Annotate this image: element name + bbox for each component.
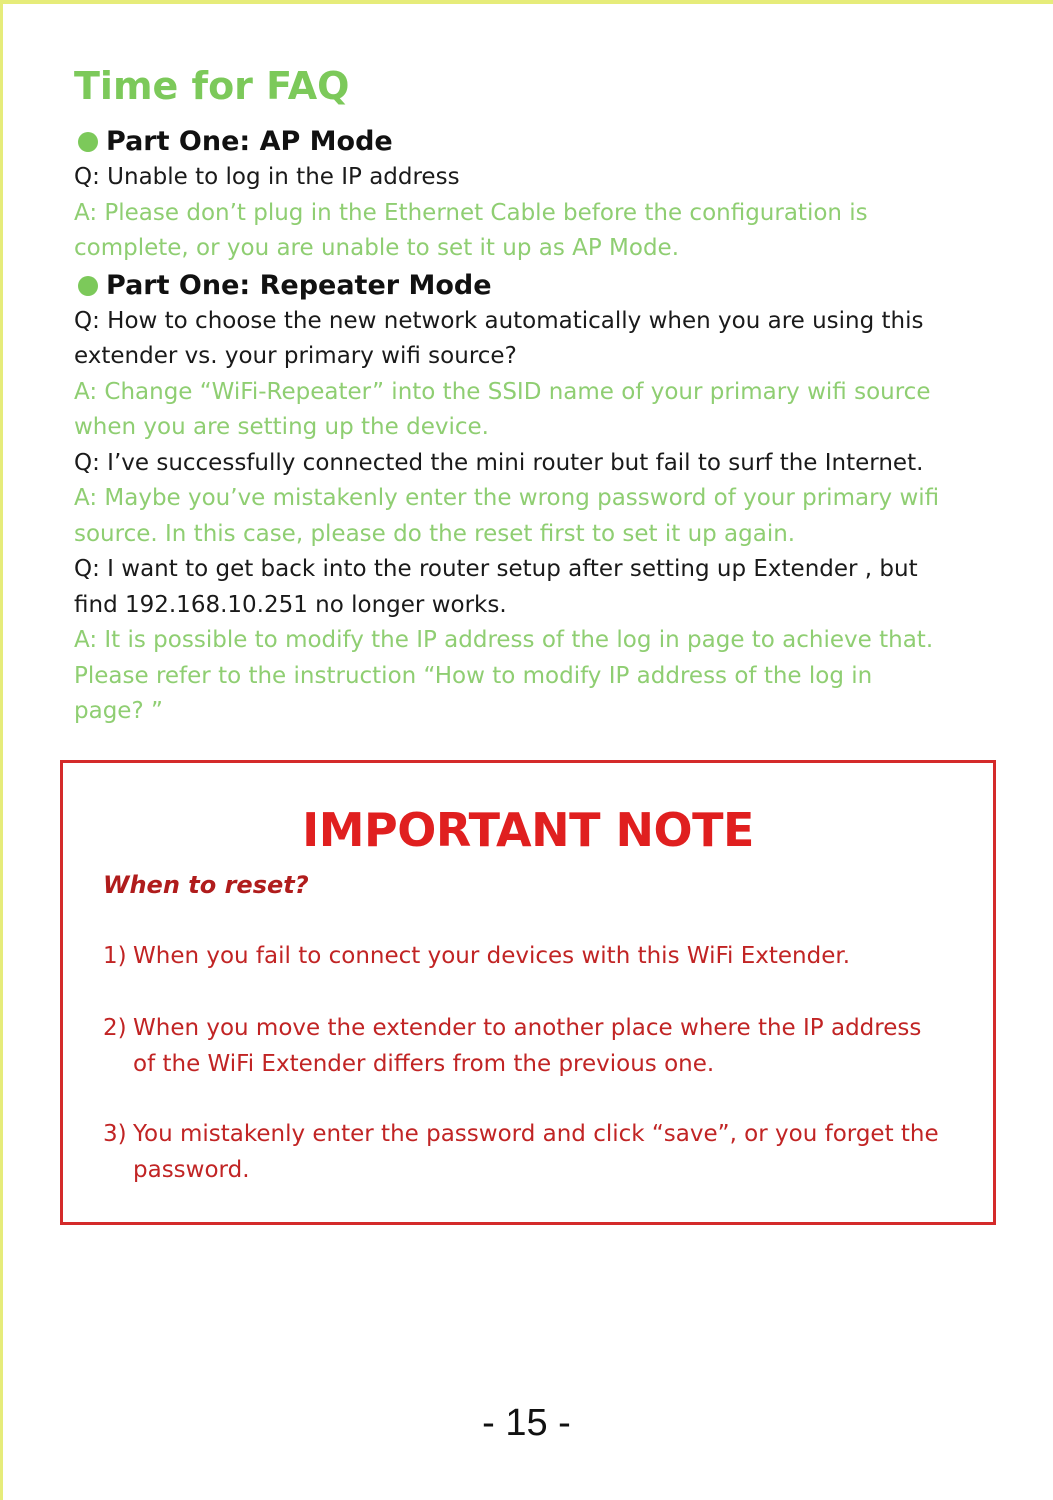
question-text: Q: I’ve successfully connected the mini router but fail to surf the Internet.: [74, 449, 924, 476]
faq-section: [74, 58, 974, 730]
note-item-number: 3): [103, 1121, 127, 1147]
note-list-item: [103, 1011, 963, 1082]
answer-text: A: Please don’t plug in the Ethernet Cable before the configuration is: [74, 199, 868, 226]
page-title: Time for FAQ: [74, 64, 350, 108]
question-text: find 192.168.10.251 no longer works.: [74, 591, 507, 618]
note-list-item: [103, 939, 963, 975]
question-text: Q: Unable to log in the IP address: [74, 164, 460, 190]
part-heading-repeater-mode: [74, 268, 974, 304]
note-title: IMPORTANT NOTE: [302, 803, 754, 857]
note-item-text: of the WiFi Extender differs from the previous one.: [133, 1050, 715, 1077]
green-bullet-icon: [78, 276, 98, 296]
question-text: extender vs. your primary wifi source?: [74, 343, 517, 369]
page-number: - 15 -: [482, 1402, 571, 1444]
answer-text: source. In this case, please do the reset first to set it up again.: [74, 520, 796, 547]
note-item-text: When you move the extender to another place where the IP address: [133, 1015, 922, 1041]
answer-text: A: It is possible to modify the IP address of the log in page to achieve that.: [74, 627, 934, 653]
note-item-text: When you fail to connect your devices with this WiFi Extender.: [133, 943, 851, 969]
question-text: Q: How to choose the new network automatically when you are using this: [74, 307, 924, 334]
part-heading-label: Part One: AP Mode: [106, 126, 393, 157]
note-subtitle: When to reset?: [103, 871, 309, 899]
note-item-number: 2): [103, 1015, 127, 1041]
important-note-box: [60, 760, 996, 1225]
answer-text: A: Change “WiFi-Repeater” into the SSID name of your primary wifi source: [74, 378, 931, 405]
answer-text: A: Maybe you’ve mistakenly enter the wrong password of your primary wifi: [74, 485, 940, 511]
note-list-item: [103, 1117, 963, 1188]
answer-text: when you are setting up the device.: [74, 414, 489, 440]
part-heading-ap-mode: [74, 124, 974, 160]
answer-text: page? ”: [74, 698, 163, 724]
question-text: Q: I want to get back into the router setup after setting up Extender , but: [74, 556, 918, 582]
note-item-number: 1): [103, 943, 127, 969]
answer-text: complete, or you are unable to set it up as AP Mode.: [74, 235, 680, 261]
note-item-text: password.: [133, 1156, 250, 1183]
green-bullet-icon: [78, 132, 98, 152]
answer-text: Please refer to the instruction “How to modify IP address of the log in: [74, 662, 873, 689]
note-item-text: You mistakenly enter the password and click “save”, or you forget the: [133, 1121, 939, 1147]
part-heading-label: Part One: Repeater Mode: [106, 269, 492, 301]
